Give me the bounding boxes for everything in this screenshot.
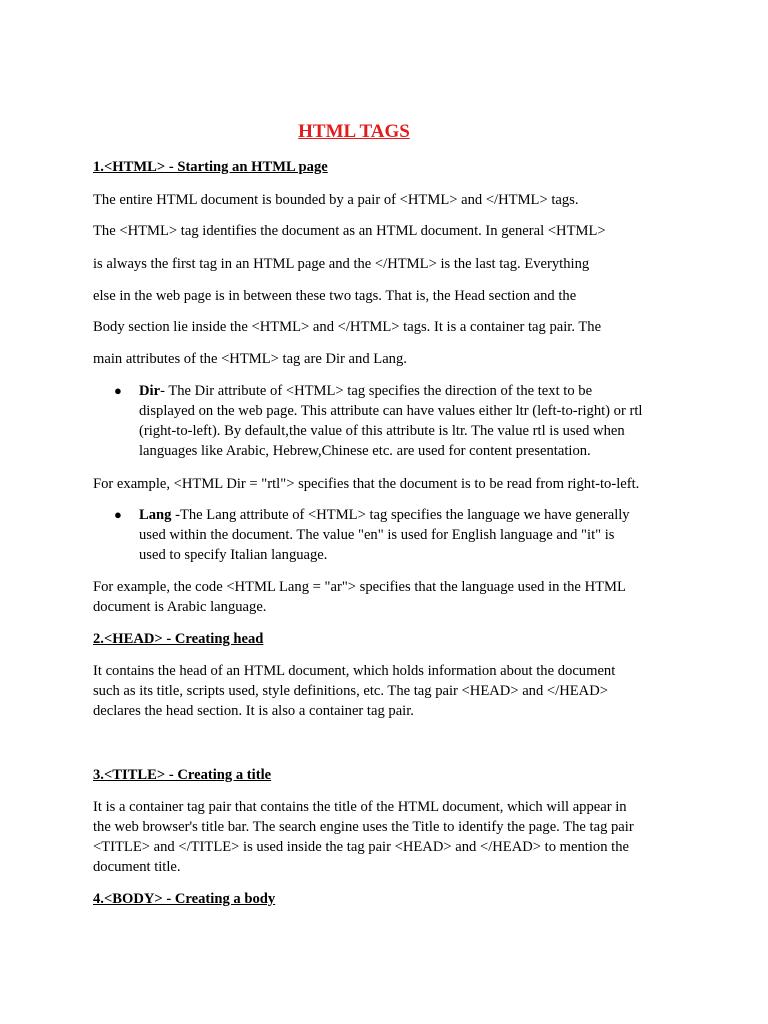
bullet-text: - The Dir attribute of <HTML> tag specifies the direction of the text to be [160, 383, 593, 399]
bullet-icon: ● [114, 383, 122, 398]
lang-bullet-first-line [139, 505, 630, 525]
section-heading-title: 3.<TITLE> - Creating a title [93, 767, 272, 783]
dir-example: For example, <HTML Dir = "rtl"> specifies that the document is to be read from right-to-left. [93, 476, 640, 492]
lang-example-line: For example, the code <HTML Lang = "ar"> specifies that the language used in the HTML [93, 579, 626, 595]
paragraph-line: else in the web page is in between these two tags. That is, the Head section and the [93, 288, 577, 304]
paragraph-line: such as its title, scripts used, style definitions, etc. The tag pair <HEAD> and </HEAD> [93, 683, 608, 699]
paragraph-line: the web browser's title bar. The search engine uses the Title to identify the page. The tag pair [93, 819, 634, 835]
section-heading-head: 2.<HEAD> - Creating head [93, 631, 264, 647]
paragraph-line: document title. [93, 859, 181, 875]
paragraph-line: Body section lie inside the <HTML> and </HTML> tags. It is a container tag pair. The [93, 319, 602, 335]
paragraph-line: It is a container tag pair that contains the title of the HTML document, which will appear in [93, 799, 627, 815]
lang-term: Lang [139, 507, 172, 523]
bullet-line: displayed on the web page. This attribute can have values either ltr (left-to-right) or rtl [139, 403, 643, 419]
paragraph-line: main attributes of the <HTML> tag are Dir and Lang. [93, 351, 407, 367]
bullet-line: languages like Arabic, Hebrew,Chinese etc. are used for content presentation. [139, 443, 591, 459]
bullet-line: used to specify Italian language. [139, 547, 328, 563]
dir-bullet-first-line [139, 381, 592, 401]
lang-example-line: document is Arabic language. [93, 599, 267, 615]
section-heading-body: 4.<BODY> - Creating a body [93, 891, 276, 907]
bullet-text: -The Lang attribute of <HTML> tag specifies the language we have generally [171, 507, 630, 523]
paragraph-line: The <HTML> tag identifies the document as an HTML document. In general <HTML> [93, 223, 606, 239]
paragraph-line: is always the first tag in an HTML page and the </HTML> is the last tag. Everything [93, 256, 590, 272]
section-heading-html: 1.<HTML> - Starting an HTML page [93, 159, 328, 175]
bullet-line: used within the document. The value "en" is used for English language and "it" is [139, 527, 615, 543]
paragraph-line: <TITLE> and </TITLE> is used inside the tag pair <HEAD> and </HEAD> to mention the [93, 839, 629, 855]
paragraph-line: It contains the head of an HTML document, which holds information about the document [93, 663, 616, 679]
dir-term: Dir [139, 383, 161, 399]
bullet-icon: ● [114, 507, 122, 522]
paragraph-line: declares the head section. It is also a container tag pair. [93, 703, 414, 719]
bullet-line: (right-to-left). By default,the value of this attribute is ltr. The value rtl is used when [139, 423, 625, 439]
paragraph-line: The entire HTML document is bounded by a pair of <HTML> and </HTML> tags. [93, 192, 579, 208]
document-title: HTML TAGS [298, 121, 410, 142]
